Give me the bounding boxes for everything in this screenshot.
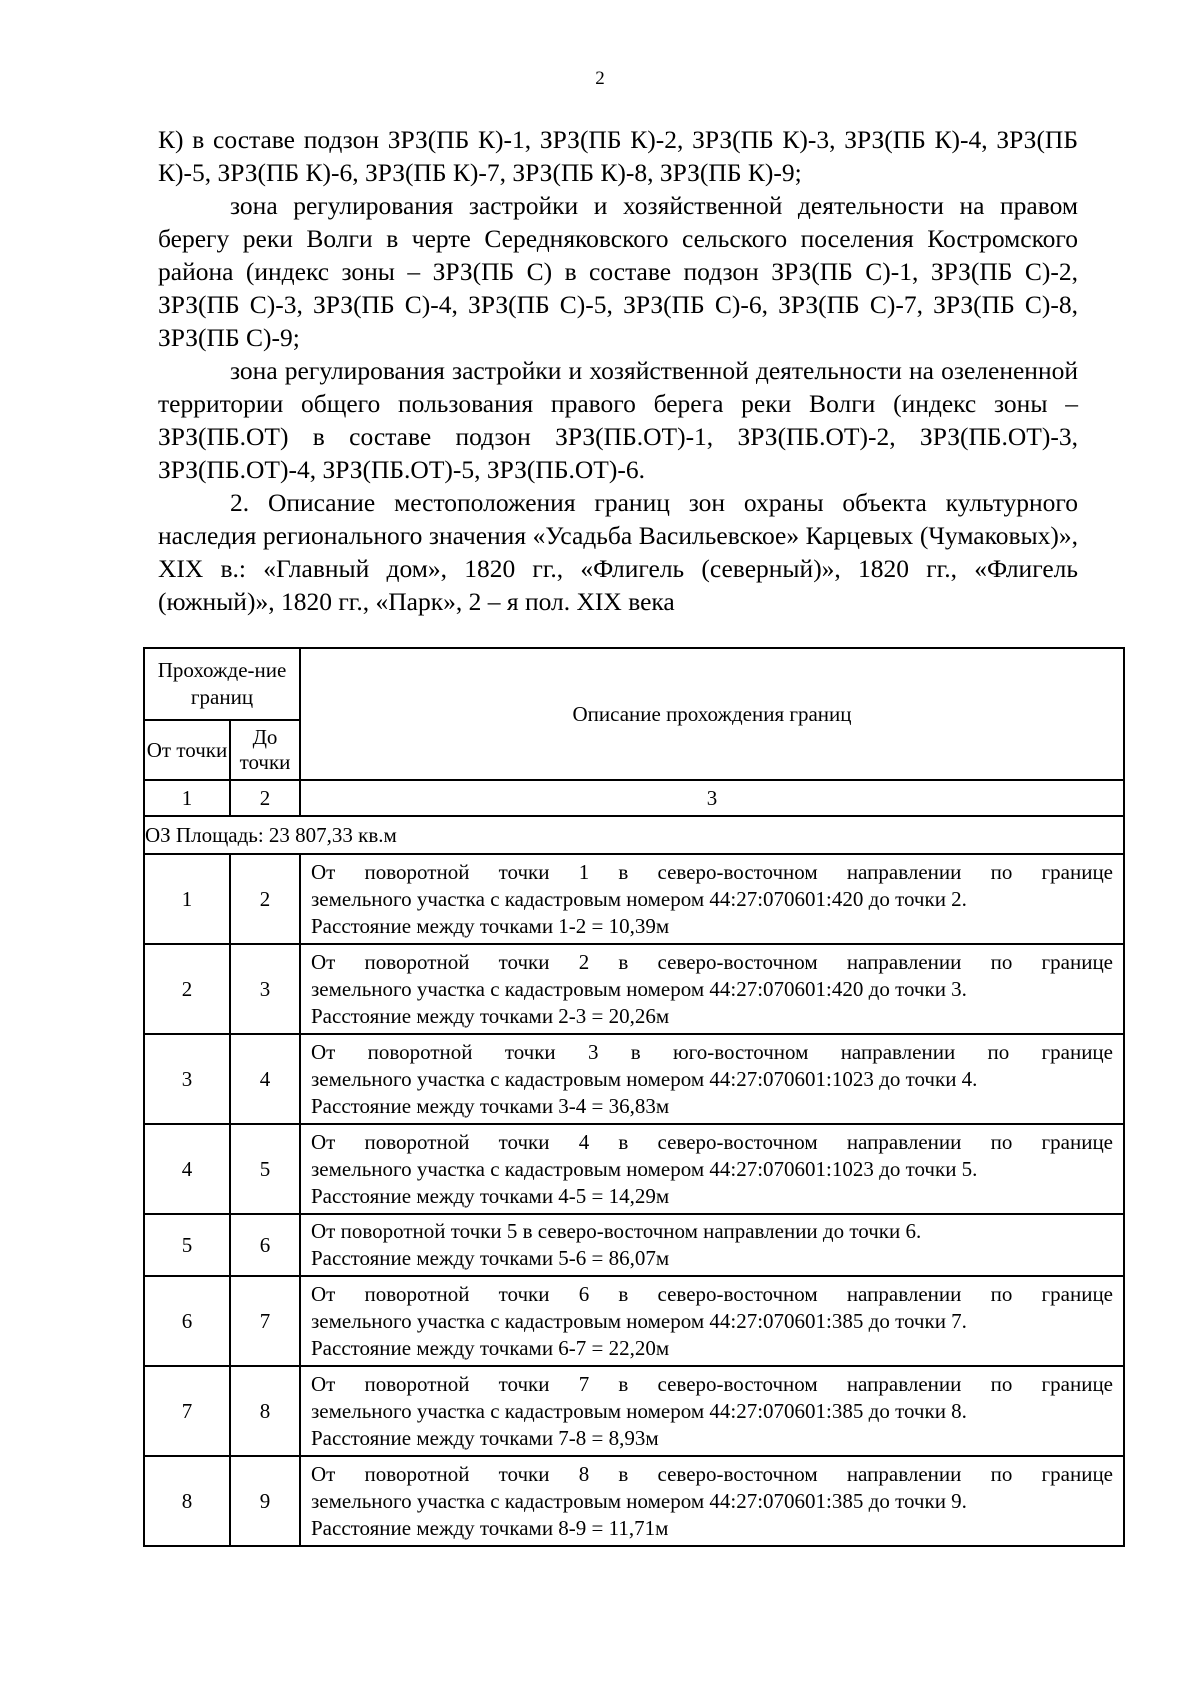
table-row	[144, 854, 1124, 944]
area-row	[144, 816, 1124, 854]
page-number: 2	[595, 68, 605, 89]
from-point-cell: 7	[144, 1366, 230, 1456]
table-row	[144, 1366, 1124, 1456]
table-row	[144, 1214, 1124, 1276]
column-number: 1	[144, 780, 230, 816]
boundaries-table	[143, 647, 1125, 1547]
description-line: Расстояние между точками 5-6 = 86,07м	[311, 1246, 670, 1270]
table-row	[144, 1456, 1124, 1546]
description-line: земельного участка с кадастровым номером 44:27:070601:385 до точки 7.	[311, 1308, 967, 1333]
from-point-cell: 6	[144, 1276, 230, 1366]
description-line: От поворотной точки 1 в северо-восточном направлении по границе	[311, 859, 1113, 884]
description-cell	[300, 1276, 1124, 1366]
paragraph-zrz-pb-ot: зона регулирования застройки и хозяйственной деятельности на озелененной территории общего пользования правого берега реки Волги (индекс зоны – ЗРЗ(ПБ.ОТ) в составе подзон ЗРЗ(ПБ.ОТ)-1, ЗРЗ(ПБ.ОТ)-2, ЗРЗ(ПБ.ОТ)-3, ЗРЗ(ПБ.ОТ)-4, ЗРЗ(ПБ.ОТ)-5, ЗРЗ(ПБ.ОТ)-6.	[158, 356, 1078, 484]
description-cell	[300, 1034, 1124, 1124]
description-line: От поворотной точки 4 в северо-восточном направлении по границе	[311, 1129, 1113, 1154]
from-point-cell: 3	[144, 1034, 230, 1124]
description-line: Расстояние между точками 2-3 = 20,26м	[311, 1003, 670, 1028]
to-point-cell: 5	[230, 1124, 300, 1214]
description-line: От поворотной точки 7 в северо-восточном направлении по границе	[311, 1371, 1113, 1396]
to-point-cell: 2	[230, 854, 300, 944]
description-line: Расстояние между точками 4-5 = 14,29м	[311, 1183, 670, 1208]
header-boundary-passage: Прохожде-ние границ	[144, 648, 300, 720]
paragraph-zrz-pb-k: К) в составе подзон ЗРЗ(ПБ К)-1, ЗРЗ(ПБ К)-2, ЗРЗ(ПБ К)-3, ЗРЗ(ПБ К)-4, ЗРЗ(ПБ К)-5, ЗРЗ(ПБ К)-6, ЗРЗ(ПБ К)-7, ЗРЗ(ПБ К)-8, ЗРЗ(ПБ К)-9;	[158, 125, 1078, 187]
column-number-row	[144, 780, 1124, 816]
description-cell	[300, 854, 1124, 944]
from-point-cell: 4	[144, 1124, 230, 1214]
to-point-cell: 4	[230, 1034, 300, 1124]
description-line: земельного участка с кадастровым номером 44:27:070601:385 до точки 8.	[311, 1398, 967, 1423]
description-line: земельного участка с кадастровым номером 44:27:070601:420 до точки 3.	[311, 976, 967, 1001]
paragraph-zrz-pb-s: зона регулирования застройки и хозяйственной деятельности на правом берегу реки Волги в черте Середняковского сельского поселения Костромского района (индекс зоны – ЗРЗ(ПБ С) в составе подзон ЗРЗ(ПБ С)-1, ЗРЗ(ПБ С)-2, ЗРЗ(ПБ С)-3, ЗРЗ(ПБ С)-4, ЗРЗ(ПБ С)-5, ЗРЗ(ПБ С)-6, ЗРЗ(ПБ С)-7, ЗРЗ(ПБ С)-8, ЗРЗ(ПБ С)-9;	[158, 191, 1078, 352]
table-row	[144, 1124, 1124, 1214]
description-line: Расстояние между точками 1-2 = 10,39м	[311, 913, 670, 938]
description-line: От поворотной точки 5 в северо-восточном направлении до точки 6.	[311, 1219, 922, 1243]
header-description: Описание прохождения границ	[300, 648, 1124, 780]
document-body	[158, 123, 1078, 618]
description-line: От поворотной точки 2 в северо-восточном направлении по границе	[311, 949, 1113, 974]
to-point-cell: 3	[230, 944, 300, 1034]
table-row	[144, 1276, 1124, 1366]
description-line: земельного участка с кадастровым номером 44:27:070601:1023 до точки 4.	[311, 1066, 978, 1091]
to-point-cell: 7	[230, 1276, 300, 1366]
to-point-cell: 9	[230, 1456, 300, 1546]
description-line: От поворотной точки 6 в северо-восточном направлении по границе	[311, 1281, 1113, 1306]
paragraph-section-2: 2. Описание местоположения границ зон охраны объекта культурного наследия регионального значения «Усадьба Васильевское» Карцевых (Чумаковых)», XIX в.: «Главный дом», 1820 гг., «Флигель (северный)», 1820 гг., «Флигель (южный)», 1820 гг., «Парк», 2 – я пол. XIX века	[158, 488, 1078, 616]
description-line: Расстояние между точками 3-4 = 36,83м	[311, 1093, 670, 1118]
from-point-cell: 8	[144, 1456, 230, 1546]
description-line: земельного участка с кадастровым номером 44:27:070601:1023 до точки 5.	[311, 1156, 978, 1181]
to-point-cell: 6	[230, 1214, 300, 1276]
table-row	[144, 944, 1124, 1034]
description-line: земельного участка с кадастровым номером 44:27:070601:420 до точки 2.	[311, 886, 967, 911]
description-cell	[300, 944, 1124, 1034]
column-number: 3	[300, 780, 1124, 816]
description-line: От поворотной точки 8 в северо-восточном направлении по границе	[311, 1461, 1113, 1486]
area-label: ОЗ Площадь: 23 807,33 кв.м	[144, 816, 1124, 854]
to-point-cell: 8	[230, 1366, 300, 1456]
description-line: Расстояние между точками 8-9 = 11,71м	[311, 1515, 669, 1540]
description-cell	[300, 1214, 1124, 1276]
column-number: 2	[230, 780, 300, 816]
description-cell	[300, 1456, 1124, 1546]
description-line: Расстояние между точками 6-7 = 22,20м	[311, 1335, 670, 1360]
from-point-cell: 1	[144, 854, 230, 944]
description-line: От поворотной точки 3 в юго-восточном направлении по границе	[311, 1039, 1113, 1064]
header-from-point: От точки	[144, 720, 230, 780]
description-cell	[300, 1124, 1124, 1214]
table-row	[144, 1034, 1124, 1124]
header-to-point: До точки	[230, 720, 300, 780]
description-line: Расстояние между точками 7-8 = 8,93м	[311, 1425, 659, 1450]
description-line: земельного участка с кадастровым номером 44:27:070601:385 до точки 9.	[311, 1488, 967, 1513]
from-point-cell: 5	[144, 1214, 230, 1276]
from-point-cell: 2	[144, 944, 230, 1034]
description-cell	[300, 1366, 1124, 1456]
table-header-row	[144, 648, 1124, 720]
